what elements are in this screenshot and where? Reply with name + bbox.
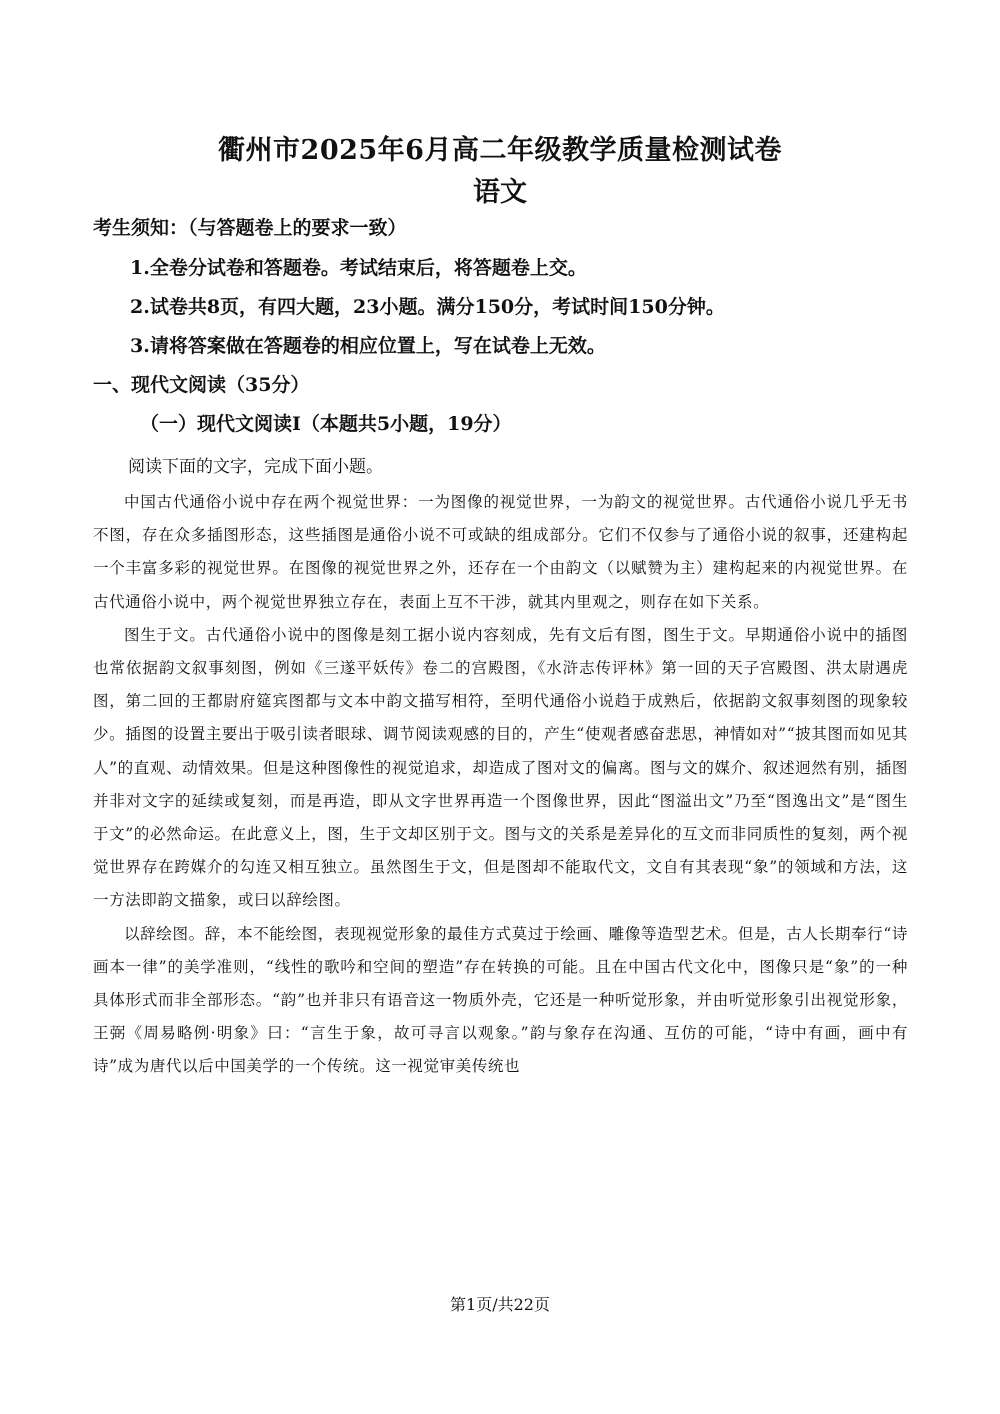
section-heading: 一、现代文阅读（35分） <box>93 374 310 396</box>
passage-paragraph: 以辞绘图。辞，本不能绘图，表现视觉形象的最佳方式莫过于绘画、雕像等造型艺术。但是，古人长期奉行“诗画本一律”的美学准则，“线性的歌吟和空间的塑造”存在转换的可能。且在中国古代文化中，图像只是“象”的一种具体形式而非全部形态。“韵”也并非只有语音这一物质外壳，它还是一种听觉形象，并由听觉形象引出视觉形象，王弼《周易略例·明象》曰：“言生于象，故可寻言以观象。”韵与象存在沟通、互仿的可能，“诗中有画，画中有诗”成为唐代以后中国美学的一个传统。这一视觉审美传统也 <box>93 924 908 1076</box>
notice-item: 2.试卷共8页，有四大题，23小题。满分150分，考试时间150分钟。 <box>130 296 725 318</box>
subject-title: 语文 <box>473 177 527 208</box>
subsection-heading: （一）现代文阅读Ⅰ（本题共5小题，19分） <box>140 413 512 435</box>
notice-item: 1.全卷分试卷和答题卷。考试结束后，将答题卷上交。 <box>130 257 587 279</box>
page-title: 衢州市2025年6月高二年级教学质量检测试卷 <box>218 135 782 166</box>
passage-paragraph: 中国古代通俗小说中存在两个视觉世界：一为图像的视觉世界，一为韵文的视觉世界。古代通俗小说几乎无书不图，存在众多插图形态，这些插图是通俗小说不可或缺的组成部分。它们不仅参与了通俗小说的叙事，还建构起一个丰富多彩的视觉世界。在图像的视觉世界之外，还存在一个由韵文（以赋赞为主）建构起来的内视觉世界。在古代通俗小说中，两个视觉世界独立存在，表面上互不干涉，就其内里观之，则存在如下关系。 <box>93 493 908 611</box>
reading-passage <box>93 486 908 1084</box>
passage-paragraph: 图生于文。古代通俗小说中的图像是刻工据小说内容刻成，先有文后有图，图生于文。早期通俗小说中的插图也常依据韵文叙事刻图，例如《三遂平妖传》卷二的宫殿图，《水浒志传评林》第一回的天子宫殿图、洪太尉遇虎图，第二回的王都尉府筵宾图都与文本中韵文描写相符，至明代通俗小说趋于成熟后，依据韵文叙事刻图的现象较少。插图的设置主要出于吸引读者眼球、调节阅读观感的目的，产生“使观者感奋悲思，神情如对”“披其图而如见其人”的直观、动情效果。但是这种图像性的视觉追求，却造成了图对文的偏离。图与文的媒介、叙述迥然有别，插图并非对文字的延续或复刻，而是再造，即从文字世界再造一个图像世界，因此“图溢出文”乃至“图逸出文”是“图生于文”的必然命运。在此意义上，图，生于文却区别于文。图与文的关系是差异化的互文而非同质性的复刻，两个视觉世界存在跨媒介的勾连又相互独立。虽然图生于文，但是图却不能取代文，文自有其表现“象”的领域和方法，这一方法即韵文描象，或曰以辞绘图。 <box>93 625 908 910</box>
notice-heading: 考生须知：（与答题卷上的要求一致） <box>93 217 407 239</box>
page-number: 第1页/共22页 <box>450 1295 550 1314</box>
reading-instruction: 阅读下面的文字，完成下面小题。 <box>128 457 383 477</box>
notice-item: 3.请将答案做在答题卷的相应位置上，写在试卷上无效。 <box>130 335 606 357</box>
